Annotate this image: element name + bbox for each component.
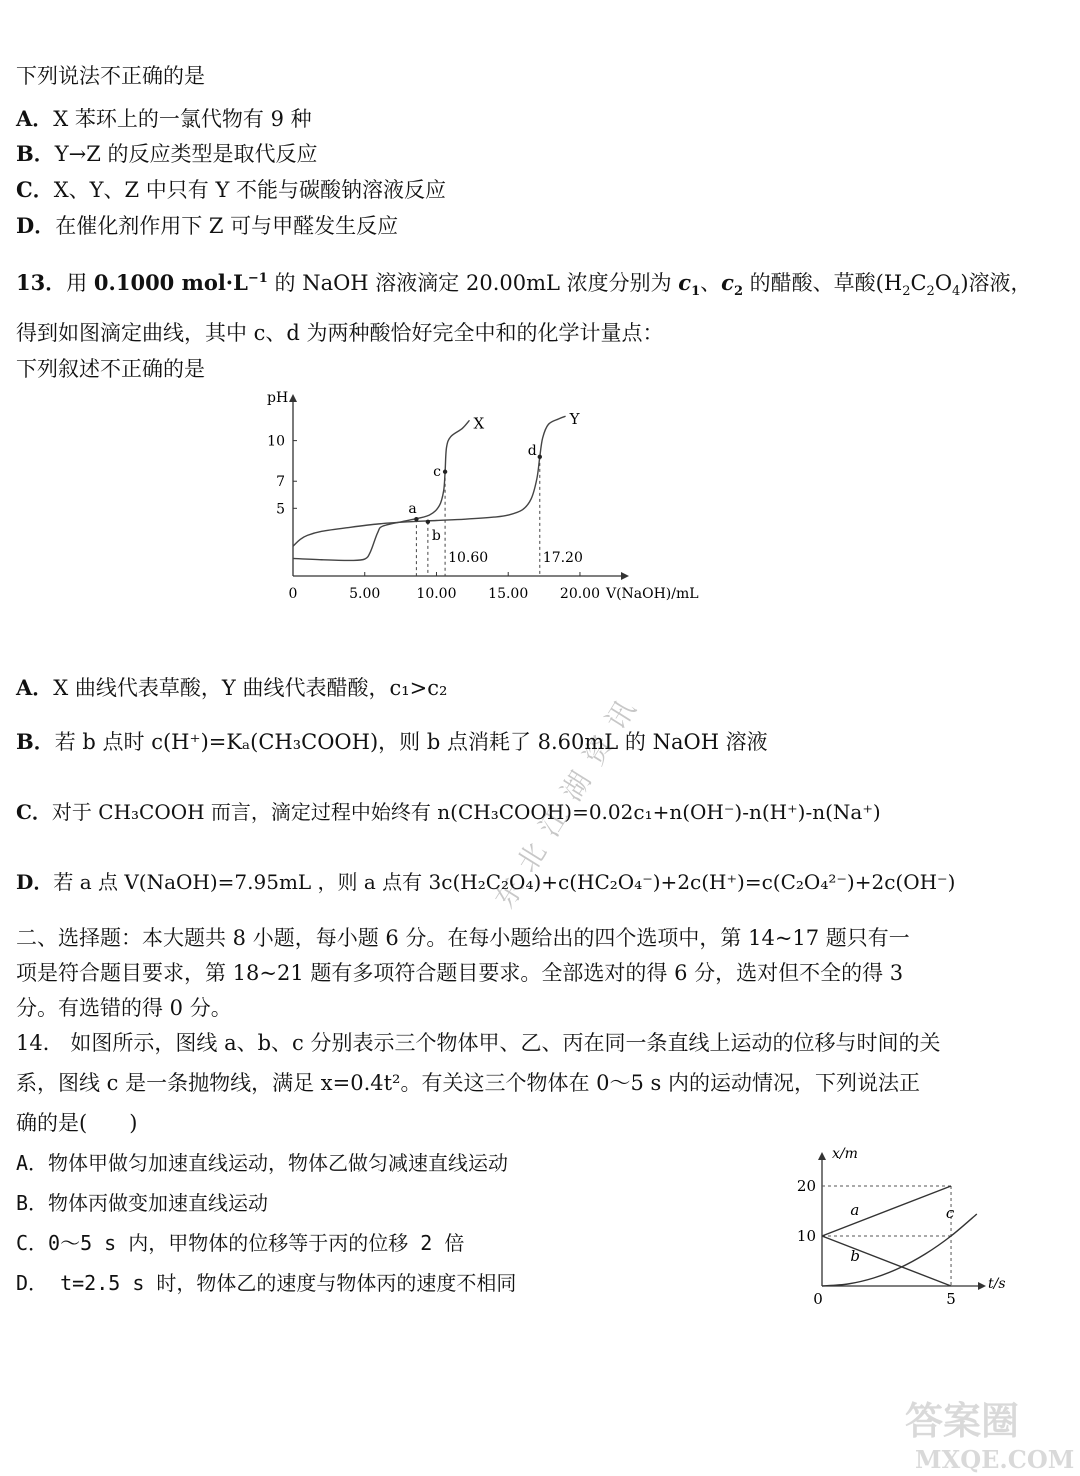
formula: H bbox=[883, 271, 903, 295]
q13-stem-line1 bbox=[16, 265, 1032, 306]
series-label-b: b bbox=[850, 1247, 860, 1265]
x-tick-label: 5 bbox=[946, 1290, 956, 1308]
series-label-X: X bbox=[473, 414, 485, 433]
option-text: X 曲线代表草酸，Y 曲线代表醋酸，c₁>c₂ bbox=[53, 676, 448, 700]
y-axis-label: x/m bbox=[832, 1146, 858, 1162]
x-tick-label: 10.00 bbox=[416, 586, 457, 602]
series-line-X bbox=[293, 420, 469, 560]
y-tick-label: 10 bbox=[796, 1227, 816, 1245]
sub: 2 bbox=[902, 284, 911, 300]
option-letter: A． bbox=[16, 675, 54, 700]
option-text: 若 a 点 V(NaOH)=7.95mL ，则 a 点有 3c(H₂C₂O₄)+c(HC₂O₄⁻)+2c(H⁺)=c(C₂O₄²⁻)+2c(OH⁻) bbox=[53, 870, 956, 894]
q12-stem: 下列说法不正确的是 bbox=[16, 64, 205, 88]
x-tick-label: 0 bbox=[813, 1290, 823, 1308]
series-label-c: c bbox=[945, 1204, 955, 1222]
stem-part: 的 NaOH 溶液滴定 20.00mL 浓度分别为 bbox=[267, 271, 679, 295]
option-letter: B． bbox=[16, 141, 55, 166]
point-c bbox=[443, 470, 447, 474]
point-d bbox=[538, 455, 542, 459]
option-letter: D． bbox=[16, 213, 56, 238]
section2-line3: 分。有选错的得 0 分。 bbox=[16, 996, 232, 1020]
point-b bbox=[426, 520, 430, 524]
q14-option-c: C．0～5 s 内，甲物体的位移等于丙的位移 2 倍 bbox=[16, 1231, 465, 1255]
stem-part: 用 bbox=[66, 271, 94, 295]
watermark-text: 东北江湖资讯 bbox=[487, 682, 650, 914]
option-text: 在催化剂作用下 Z 可与甲醛发生反应 bbox=[55, 214, 399, 238]
site-logo bbox=[895, 1390, 1075, 1476]
x-axis-label: t/s bbox=[988, 1276, 1006, 1292]
option-text: 对于 CH₃COOH 而言，滴定过程中始终有 n(CH₃COOH)=0.02c₁+n(OH⁻)-n(H⁺)-n(Na⁺) bbox=[51, 800, 881, 824]
q12-option-d bbox=[16, 212, 398, 240]
point-label-a: a bbox=[408, 501, 417, 518]
q14-stem-line2: 系，图线 c 是一条抛物线，满足 x=0.4t²。有关这三个物体在 0～5 s 内的运动情况，下列说法正 bbox=[16, 1071, 921, 1095]
stem-part: 的醋酸、草酸( bbox=[742, 271, 884, 295]
series-line-Y bbox=[293, 416, 566, 546]
question-number: 13． bbox=[16, 270, 67, 295]
q14-stem-line3: 确的是( ) bbox=[16, 1111, 138, 1135]
q13-stem-line3: 下列叙述不正确的是 bbox=[16, 357, 205, 381]
titration-curve-chart bbox=[262, 388, 722, 618]
logo-text: 答案圈 bbox=[905, 1398, 1020, 1443]
series-line-a bbox=[822, 1186, 951, 1236]
option-text: 若 b 点时 c(H⁺)=Kₐ(CH₃COOH)，则 b 点消耗了 8.60mL 的 NaOH 溶液 bbox=[54, 730, 768, 754]
point-label-c: c bbox=[433, 463, 441, 480]
point-a bbox=[414, 517, 418, 521]
sub: 2 bbox=[733, 284, 743, 300]
y-axis-arrow bbox=[818, 1152, 826, 1160]
y-tick-label: 10 bbox=[267, 433, 285, 450]
point-label-d: d bbox=[527, 442, 537, 459]
x-axis-arrow bbox=[978, 1282, 986, 1290]
formula: C bbox=[910, 271, 927, 295]
stem-part: )溶液， bbox=[960, 271, 1032, 295]
var-c2: c bbox=[721, 270, 734, 295]
option-letter: C． bbox=[16, 177, 54, 202]
sub: 1 bbox=[691, 284, 701, 300]
option-letter: B． bbox=[16, 729, 55, 754]
q12-option-b bbox=[16, 140, 317, 168]
option-letter: C． bbox=[16, 800, 52, 824]
series-line-b bbox=[822, 1236, 951, 1286]
q13-stem-line2: 得到如图滴定曲线，其中 c、d 为两种酸恰好完全中和的化学计量点： bbox=[16, 321, 664, 345]
displacement-time-chart bbox=[790, 1140, 1020, 1310]
section2-line1: 二、选择题：本大题共 8 小题，每小题 6 分。在每小题给出的四个选项中，第 14~17 题只有一 bbox=[16, 926, 910, 950]
logo-url: MXQE.COM bbox=[915, 1445, 1075, 1474]
var-c1: c bbox=[678, 270, 692, 295]
series-label-Y: Y bbox=[569, 410, 580, 429]
x-axis-arrow bbox=[621, 572, 629, 580]
q14-option-a: A．物体甲做匀加速直线运动，物体乙做匀减速直线运动 bbox=[16, 1151, 509, 1175]
q14-option-b: B．物体丙做变加速直线运动 bbox=[16, 1191, 269, 1215]
ref-x-label: 17.20 bbox=[542, 550, 583, 566]
option-text: X、Y、Z 中只有 Y 不能与碳酸钠溶液反应 bbox=[53, 178, 447, 202]
q13-option-a bbox=[16, 674, 447, 702]
y-tick-label: 5 bbox=[276, 501, 285, 518]
series-line-c bbox=[822, 1214, 977, 1286]
x-tick-label: 20.00 bbox=[559, 586, 601, 602]
option-letter: D． bbox=[16, 870, 54, 894]
series-label-a: a bbox=[850, 1201, 860, 1219]
x-tick-label: 0 bbox=[288, 586, 298, 602]
section2-line2: 项是符合题目要求，第 18~21 题有多项符合题目要求。全部选对的得 6 分，选对但不全的得 3 bbox=[16, 961, 904, 985]
sub: 4 bbox=[952, 284, 961, 300]
option-text: Y→Z 的反应类型是取代反应 bbox=[54, 142, 318, 166]
exponent: −1 bbox=[247, 271, 268, 286]
concentration: 0.1000 mol·L bbox=[93, 270, 248, 295]
watermark bbox=[470, 640, 770, 940]
x-tick-label: 5.00 bbox=[349, 586, 381, 602]
y-tick-label: 20 bbox=[796, 1177, 816, 1195]
q12-option-c bbox=[16, 176, 446, 204]
y-tick-label: 7 bbox=[276, 474, 285, 491]
formula: O bbox=[934, 271, 953, 295]
point-label-b: b bbox=[431, 527, 441, 544]
x-axis-label: V(NaOH)/mL bbox=[605, 586, 699, 602]
ref-x-label: 10.60 bbox=[448, 550, 489, 566]
q12-option-a bbox=[16, 105, 312, 133]
option-text: X 苯环上的一氯代物有 9 种 bbox=[53, 107, 312, 131]
option-letter: A． bbox=[16, 106, 54, 131]
x-tick-label: 15.00 bbox=[488, 586, 529, 602]
y-axis-label: pH bbox=[267, 390, 289, 406]
sub: 2 bbox=[926, 284, 935, 300]
q14-stem-line1: 14． 如图所示，图线 a、b、c 分别表示三个物体甲、乙、丙在同一条直线上运动的位移与时间的关 bbox=[16, 1031, 941, 1055]
y-axis-arrow bbox=[289, 394, 297, 402]
stem-part: 、 bbox=[700, 271, 722, 295]
q14-option-d: D． t=2.5 s 时，物体乙的速度与物体丙的速度不相同 bbox=[16, 1271, 517, 1295]
